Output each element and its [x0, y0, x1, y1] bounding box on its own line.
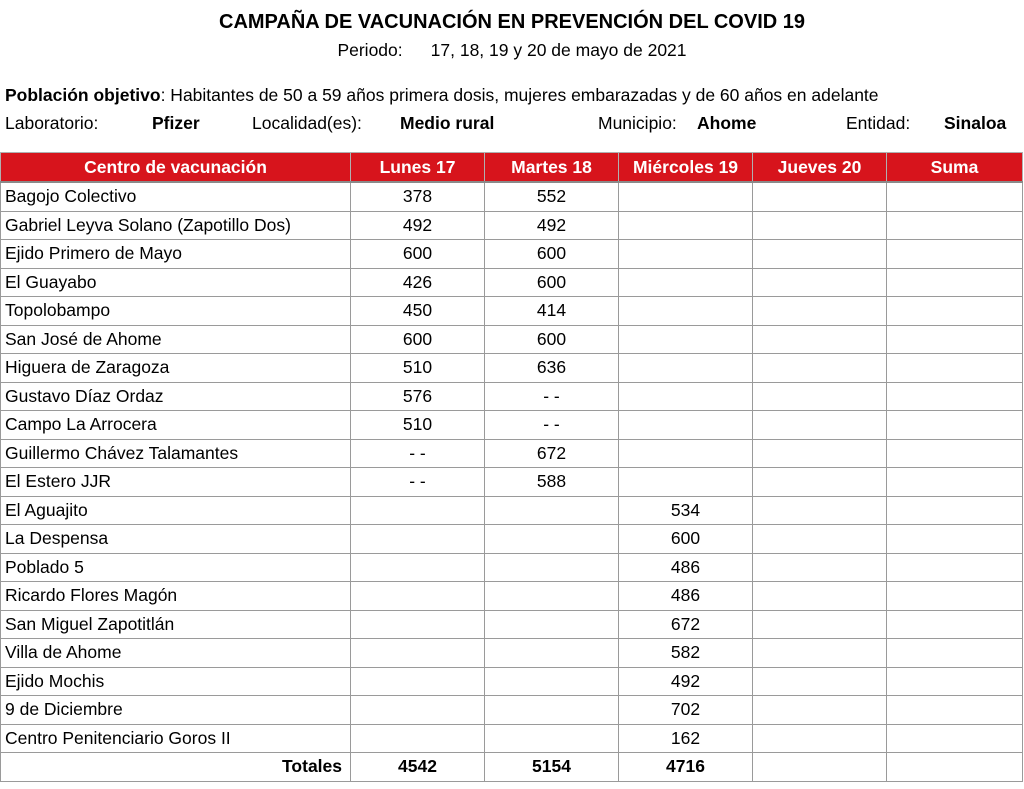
- header-centro: Centro de vacunación: [1, 153, 351, 183]
- header-jueves: Jueves 20: [753, 153, 887, 183]
- cell-suma: [887, 439, 1023, 468]
- cell-martes: [485, 639, 619, 668]
- cell-lunes: 492: [351, 211, 485, 240]
- cell-miercoles: [619, 411, 753, 440]
- cell-centro: San Miguel Zapotitlán: [1, 610, 351, 639]
- cell-jueves: [753, 382, 887, 411]
- cell-jueves: [753, 667, 887, 696]
- cell-martes: [485, 582, 619, 611]
- cell-martes: 588: [485, 468, 619, 497]
- cell-miercoles: 582: [619, 639, 753, 668]
- cell-jueves: [753, 325, 887, 354]
- cell-miercoles: 672: [619, 610, 753, 639]
- cell-centro: El Estero JJR: [1, 468, 351, 497]
- cell-lunes: 510: [351, 354, 485, 383]
- cell-suma: [887, 553, 1023, 582]
- cell-centro: Gustavo Díaz Ordaz: [1, 382, 351, 411]
- cell-miercoles: [619, 325, 753, 354]
- cell-lunes: - -: [351, 468, 485, 497]
- cell-suma: [887, 667, 1023, 696]
- target-population-text: : Habitantes de 50 a 59 años primera dosis, mujeres embarazadas y de 60 años en adelante: [160, 85, 879, 105]
- laboratorio-value: Pfizer: [152, 113, 200, 133]
- cell-suma: [887, 182, 1023, 211]
- cell-lunes: [351, 696, 485, 725]
- table-row: [1, 354, 1023, 383]
- cell-martes: [485, 696, 619, 725]
- totals-label: Totales: [1, 753, 351, 782]
- table-row: [1, 553, 1023, 582]
- cell-suma: [887, 724, 1023, 753]
- total-miercoles: 4716: [619, 753, 753, 782]
- table-row: [1, 268, 1023, 297]
- cell-jueves: [753, 724, 887, 753]
- cell-centro: Ejido Primero de Mayo: [1, 240, 351, 269]
- header-suma: Suma: [887, 153, 1023, 183]
- totals-row: [1, 753, 1023, 782]
- cell-centro: Bagojo Colectivo: [1, 182, 351, 211]
- cell-suma: [887, 240, 1023, 269]
- cell-miercoles: 486: [619, 582, 753, 611]
- table-row: [1, 439, 1023, 468]
- period-label: Periodo:: [337, 40, 403, 60]
- cell-centro: Topolobampo: [1, 297, 351, 326]
- table-row: [1, 468, 1023, 497]
- cell-suma: [887, 525, 1023, 554]
- cell-jueves: [753, 268, 887, 297]
- document-title: CAMPAÑA DE VACUNACIÓN EN PREVENCIÓN DEL COVID 19: [219, 11, 805, 33]
- cell-suma: [887, 211, 1023, 240]
- table-row: [1, 211, 1023, 240]
- cell-suma: [887, 496, 1023, 525]
- cell-martes: 600: [485, 240, 619, 269]
- cell-lunes: 576: [351, 382, 485, 411]
- cell-miercoles: [619, 354, 753, 383]
- cell-suma: [887, 610, 1023, 639]
- cell-jueves: [753, 354, 887, 383]
- cell-jueves: [753, 496, 887, 525]
- cell-miercoles: [619, 211, 753, 240]
- cell-centro: Ricardo Flores Magón: [1, 582, 351, 611]
- table-row: [1, 610, 1023, 639]
- cell-lunes: 600: [351, 240, 485, 269]
- table-row: [1, 382, 1023, 411]
- cell-martes: - -: [485, 411, 619, 440]
- cell-martes: 636: [485, 354, 619, 383]
- cell-centro: La Despensa: [1, 525, 351, 554]
- cell-miercoles: 702: [619, 696, 753, 725]
- table-row: [1, 240, 1023, 269]
- period-line: [0, 40, 1024, 61]
- cell-jueves: [753, 240, 887, 269]
- cell-suma: [887, 354, 1023, 383]
- cell-centro: Gabriel Leyva Solano (Zapotillo Dos): [1, 211, 351, 240]
- cell-jueves: [753, 582, 887, 611]
- cell-centro: El Aguajito: [1, 496, 351, 525]
- municipio-value: Ahome: [697, 113, 757, 133]
- table-row: [1, 182, 1023, 211]
- cell-martes: [485, 610, 619, 639]
- cell-suma: [887, 325, 1023, 354]
- cell-lunes: [351, 582, 485, 611]
- cell-martes: [485, 553, 619, 582]
- total-suma: [887, 753, 1023, 782]
- cell-miercoles: 162: [619, 724, 753, 753]
- cell-centro: 9 de Diciembre: [1, 696, 351, 725]
- cell-centro: Higuera de Zaragoza: [1, 354, 351, 383]
- table-row: [1, 724, 1023, 753]
- cell-suma: [887, 297, 1023, 326]
- table-row: [1, 696, 1023, 725]
- table-row: [1, 582, 1023, 611]
- cell-suma: [887, 268, 1023, 297]
- cell-centro: San José de Ahome: [1, 325, 351, 354]
- total-martes: 5154: [485, 753, 619, 782]
- cell-miercoles: 492: [619, 667, 753, 696]
- cell-martes: [485, 667, 619, 696]
- cell-lunes: 450: [351, 297, 485, 326]
- cell-centro: Poblado 5: [1, 553, 351, 582]
- cell-suma: [887, 382, 1023, 411]
- laboratorio-label: Laboratorio:: [5, 113, 99, 133]
- table-row: [1, 525, 1023, 554]
- period-dates: 17, 18, 19 y 20 de mayo de 2021: [430, 40, 687, 60]
- header-martes: Martes 18: [485, 153, 619, 183]
- localidad-value: Medio rural: [400, 113, 495, 133]
- cell-centro: Centro Penitenciario Goros II: [1, 724, 351, 753]
- table-row: [1, 639, 1023, 668]
- cell-jueves: [753, 411, 887, 440]
- table-row: [1, 297, 1023, 326]
- cell-centro: Campo La Arrocera: [1, 411, 351, 440]
- cell-jueves: [753, 639, 887, 668]
- entidad-label: Entidad:: [846, 113, 911, 133]
- cell-lunes: [351, 724, 485, 753]
- table-header-row: [1, 153, 1023, 183]
- target-population: [5, 85, 879, 106]
- cell-miercoles: [619, 468, 753, 497]
- target-population-label: Población objetivo: [5, 85, 161, 105]
- total-lunes: 4542: [351, 753, 485, 782]
- cell-suma: [887, 411, 1023, 440]
- cell-jueves: [753, 525, 887, 554]
- cell-lunes: 600: [351, 325, 485, 354]
- cell-martes: 600: [485, 268, 619, 297]
- vaccination-table: [0, 152, 1023, 782]
- cell-suma: [887, 468, 1023, 497]
- cell-miercoles: [619, 268, 753, 297]
- header-miercoles: Miércoles 19: [619, 153, 753, 183]
- cell-jueves: [753, 211, 887, 240]
- cell-centro: El Guayabo: [1, 268, 351, 297]
- table-row: [1, 411, 1023, 440]
- table-row: [1, 496, 1023, 525]
- cell-lunes: 426: [351, 268, 485, 297]
- cell-jueves: [753, 439, 887, 468]
- cell-martes: 552: [485, 182, 619, 211]
- header-lunes: Lunes 17: [351, 153, 485, 183]
- localidad-label: Localidad(es):: [252, 113, 362, 133]
- cell-martes: [485, 496, 619, 525]
- cell-jueves: [753, 182, 887, 211]
- cell-miercoles: [619, 439, 753, 468]
- cell-centro: Villa de Ahome: [1, 639, 351, 668]
- cell-martes: 600: [485, 325, 619, 354]
- cell-suma: [887, 582, 1023, 611]
- cell-suma: [887, 696, 1023, 725]
- cell-lunes: [351, 610, 485, 639]
- cell-lunes: 510: [351, 411, 485, 440]
- cell-lunes: [351, 553, 485, 582]
- cell-martes: [485, 525, 619, 554]
- cell-lunes: [351, 639, 485, 668]
- cell-martes: 414: [485, 297, 619, 326]
- cell-jueves: [753, 696, 887, 725]
- cell-miercoles: [619, 297, 753, 326]
- cell-miercoles: 486: [619, 553, 753, 582]
- cell-martes: 492: [485, 211, 619, 240]
- cell-lunes: [351, 496, 485, 525]
- cell-suma: [887, 639, 1023, 668]
- table-row: [1, 325, 1023, 354]
- table-row: [1, 667, 1023, 696]
- cell-miercoles: 534: [619, 496, 753, 525]
- cell-miercoles: [619, 182, 753, 211]
- cell-jueves: [753, 468, 887, 497]
- cell-centro: Ejido Mochis: [1, 667, 351, 696]
- cell-miercoles: 600: [619, 525, 753, 554]
- cell-martes: [485, 724, 619, 753]
- cell-lunes: 378: [351, 182, 485, 211]
- cell-centro: Guillermo Chávez Talamantes: [1, 439, 351, 468]
- cell-jueves: [753, 553, 887, 582]
- cell-lunes: [351, 525, 485, 554]
- cell-jueves: [753, 297, 887, 326]
- cell-jueves: [753, 610, 887, 639]
- cell-miercoles: [619, 240, 753, 269]
- total-jueves: [753, 753, 887, 782]
- cell-lunes: - -: [351, 439, 485, 468]
- municipio-label: Municipio:: [598, 113, 677, 133]
- entidad-value: Sinaloa: [944, 113, 1007, 133]
- cell-martes: - -: [485, 382, 619, 411]
- cell-martes: 672: [485, 439, 619, 468]
- cell-miercoles: [619, 382, 753, 411]
- cell-lunes: [351, 667, 485, 696]
